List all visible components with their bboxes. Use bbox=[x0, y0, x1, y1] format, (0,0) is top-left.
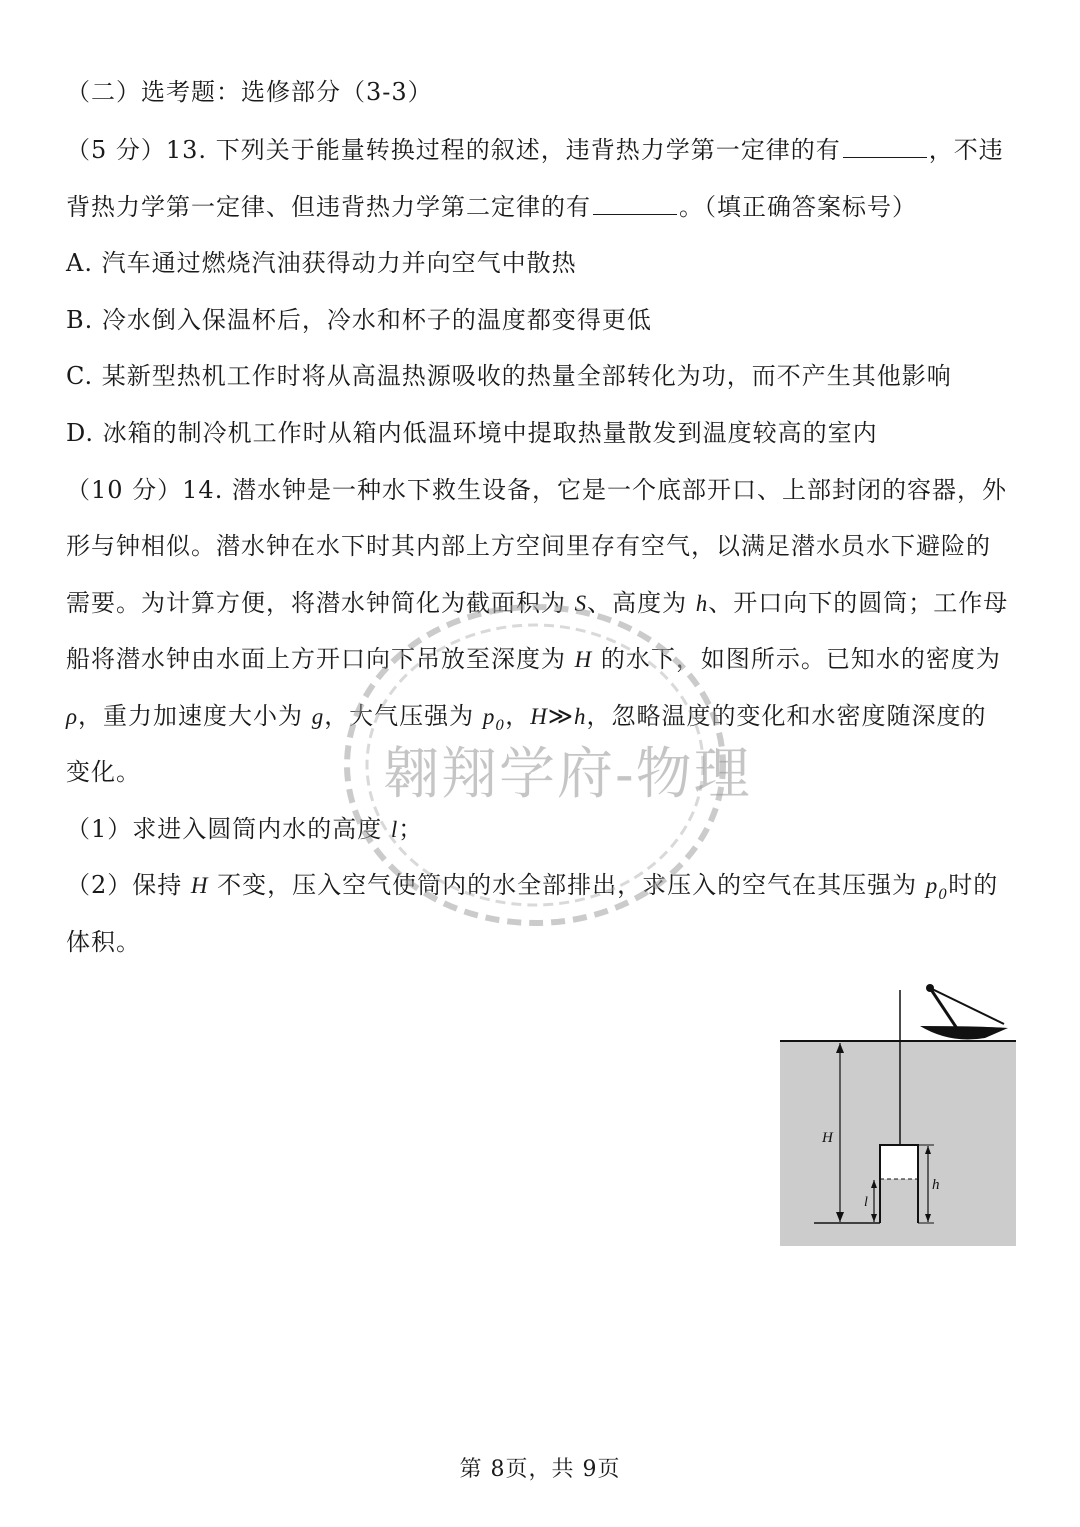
var-rho: ρ bbox=[66, 704, 79, 729]
watermark-text: 翱翔学府-物理 bbox=[383, 742, 752, 805]
var-p0-sub: 0 bbox=[495, 717, 506, 734]
var-H: H bbox=[574, 647, 593, 672]
q13-line2-b: 。（填正确答案标号） bbox=[679, 193, 917, 221]
var-p0: p bbox=[482, 704, 496, 729]
q14-l3-b: 、高度为 bbox=[587, 589, 696, 617]
var-p0-2-sub: 0 bbox=[938, 886, 949, 903]
q13-line-1 bbox=[66, 135, 1004, 165]
q13-blank-2 bbox=[593, 192, 677, 215]
var-g: g bbox=[311, 704, 325, 729]
q14-l5-c: ， bbox=[505, 702, 531, 730]
var-h-2: h bbox=[574, 704, 587, 729]
q14-line-1: （10 分）14. 潜水钟是一种水下救生设备，它是一个底部开口、上部封闭的容器，外 bbox=[66, 476, 1007, 504]
q14-l5-a: ，重力加速度大小为 bbox=[78, 702, 312, 730]
q14-line-2: 形与钟相似。潜水钟在水下时其内部上方空间里存有空气，以满足潜水员水下避险的 bbox=[66, 532, 991, 560]
q14-l3-a: 需要。为计算方便，将潜水钟简化为截面积为 bbox=[66, 589, 575, 617]
section-title: （二）选考题：选修部分（3-3） bbox=[66, 78, 433, 106]
q14-p2-b: 不变，压入空气使筒内的水全部排出，求压入的空气在其压强为 bbox=[208, 871, 926, 899]
q13-mid: ，不违 bbox=[928, 136, 1004, 164]
q13-blank-1 bbox=[843, 135, 927, 158]
var-H-2: H bbox=[530, 704, 548, 729]
q13-prefix: （5 分）13. 下列关于能量转换过程的叙述，违背热力学第一定律的有 bbox=[66, 136, 841, 164]
q13-option-c: C. 某新型热机工作时将从高温热源吸收的热量全部转化为功，而不产生其他影响 bbox=[66, 362, 952, 390]
q14-part-1 bbox=[66, 814, 423, 845]
q13-option-a: A. 汽车通过燃烧汽油获得动力并向空气中散热 bbox=[66, 249, 577, 277]
q14-line-3 bbox=[66, 588, 1008, 619]
q13-line-2 bbox=[66, 192, 917, 222]
label-h: h bbox=[932, 1177, 940, 1193]
var-p0-2: p bbox=[925, 873, 939, 898]
q14-p1-a: （1）求进入圆筒内水的高度 bbox=[66, 815, 391, 843]
bell-water bbox=[880, 1179, 918, 1223]
q14-l5-b: ，大气压强为 bbox=[324, 702, 483, 730]
mother-ship bbox=[920, 1026, 1008, 1040]
var-S: S bbox=[574, 591, 588, 616]
q14-line-4 bbox=[66, 644, 1001, 675]
q14-part-2-end: 体积。 bbox=[66, 928, 141, 956]
much-greater-symbol: ≫ bbox=[547, 702, 574, 730]
q14-part-2 bbox=[66, 870, 998, 910]
var-h: h bbox=[695, 591, 709, 616]
q14-line-6: 变化。 bbox=[66, 758, 141, 786]
var-H-3: H bbox=[190, 873, 209, 898]
q14-l5-d: ，忽略温度的变化和水密度随深度的 bbox=[586, 702, 987, 730]
q14-p2-c: 时的 bbox=[948, 871, 999, 899]
crane-pulley bbox=[926, 984, 934, 992]
q13-option-b: B. 冷水倒入保温杯后，冷水和杯子的温度都变得更低 bbox=[66, 306, 652, 334]
q13-option-d: D. 冰箱的制冷机工作时从箱内低温环境中提取热量散发到温度较高的室内 bbox=[66, 419, 878, 447]
diving-bell-diagram bbox=[780, 980, 1016, 1250]
q14-p1-b: ； bbox=[398, 815, 424, 843]
q13-line2-a: 背热力学第一定律、但违背热力学第二定律的有 bbox=[66, 193, 591, 221]
var-l: l bbox=[390, 817, 399, 842]
label-l: l bbox=[864, 1195, 868, 1210]
label-H: H bbox=[822, 1130, 833, 1146]
page-footer: 第 8页，共 9页 bbox=[459, 1457, 621, 1482]
q14-l4-a: 船将潜水钟由水面上方开口向下吊放至深度为 bbox=[66, 645, 575, 673]
q14-l3-c: 、开口向下的圆筒；工作母 bbox=[708, 589, 1009, 617]
q14-p2-a: （2）保持 bbox=[66, 871, 191, 899]
q14-l4-b: 的水下，如图所示。已知水的密度为 bbox=[592, 645, 1001, 673]
